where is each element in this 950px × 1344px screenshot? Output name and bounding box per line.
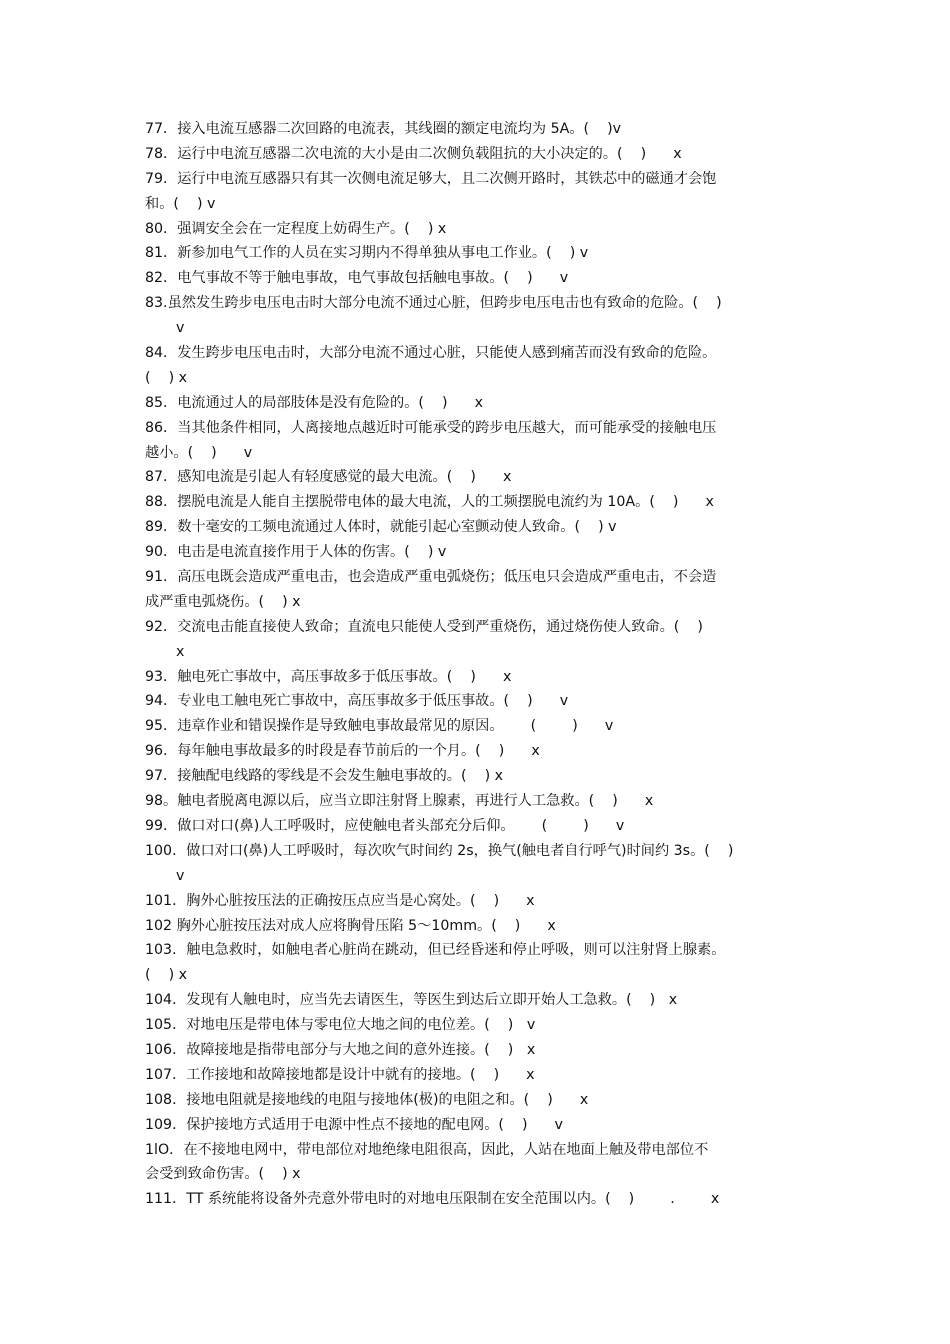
- question-line: 85．电流通过人的局部肢体是没有危险的。( ) x: [145, 394, 483, 411]
- question-line: 98。触电者脱离电源以后，应当立即注射肾上腺素，再进行人工急救。( ) x: [145, 793, 654, 810]
- question-line: 87．感知电流是引起人有轻度感觉的最大电流。( ) x: [145, 469, 512, 486]
- question-line: 97．接触配电线路的零线是不会发生触电事故的。( ) x: [145, 768, 504, 785]
- question-line: 105．对地电压是带电体与零电位大地之间的电位差。( ) v: [145, 1017, 536, 1034]
- question-line: 越小。( ) v: [145, 444, 253, 461]
- question-line-continuation: v: [176, 320, 185, 337]
- question-line: 101．胸外心脏按压法的正确按压点应当是心窝处。( ) x: [145, 892, 535, 909]
- question-line: 104．发现有人触电时，应当先去请医生，等医生到达后立即开始人工急救。( ) x: [145, 992, 678, 1009]
- question-line-continuation: v: [176, 867, 185, 884]
- question-line: 84．发生跨步电压电击时，大部分电流不通过心脏，只能使人感到痛苦而没有致命的危险。: [145, 345, 717, 362]
- question-line: 99．做口对口(鼻)人工呼吸时，应使触电者头部充分后仰。 ( ) v: [145, 817, 625, 834]
- question-line: 92．交流电击能直接使人致命；直流电只能使人受到严重烧伤，通过烧伤使人致命。( ): [145, 618, 703, 635]
- question-line: 109．保护接地方式适用于电源中性点不接地的配电网。( ) v: [145, 1116, 563, 1133]
- question-line: 81．新参加电气工作的人员在实习期内不得单独从事电工作业。( ) v: [145, 245, 589, 262]
- question-line: 103．触电急救时，如触电者心脏尚在跳动，但已经昏迷和停止呼吸，则可以注射肾上腺素。: [145, 942, 726, 959]
- question-line: 111．TT 系统能将设备外壳意外带电时的对地电压限制在安全范围以内。( ) . x: [145, 1191, 720, 1208]
- question-line: 100．做口对口(鼻)人工呼吸时，每次吹气时间约 2s，换气(触电者自行呼气)时间约 3s。( ): [145, 842, 734, 859]
- question-line: 89．数十毫安的工频电流通过人体时，就能引起心室颤动使人致命。( ) v: [145, 519, 617, 536]
- question-line: 1lO．在不接地电网中，带电部位对地绝缘电阻很高，因此，人站在地面上触及带电部位不: [145, 1141, 709, 1158]
- question-line: ( ) x: [145, 967, 188, 984]
- question-line: 82．电气事故不等于触电事故，电气事故包括触电事故。( ) v: [145, 270, 569, 287]
- question-line: 78．运行中电流互感器二次电流的大小是由二次侧负载阻抗的大小决定的。( ) x: [145, 145, 682, 162]
- question-line: 108．接地电阻就是接地线的电阻与接地体(极)的电阻之和。( ) x: [145, 1091, 589, 1108]
- question-line: 77．接入电流互感器二次回路的电流表，其线圈的额定电流均为 5A。( )v: [145, 121, 622, 137]
- question-line: 成严重电弧烧伤。( ) x: [145, 593, 301, 610]
- question-line: ( ) x: [145, 369, 188, 386]
- question-line: 83.虽然发生跨步电压电击时大部分电流不通过心脏，但跨步电压电击也有致命的危险。( ): [145, 295, 722, 312]
- question-line: 会受到致命伤害。( ) x: [145, 1166, 301, 1183]
- question-line: 107．工作接地和故障接地都是设计中就有的接地。( ) x: [145, 1066, 535, 1083]
- question-line: 94．专业电工触电死亡事故中，高压事故多于低压事故。( ) v: [145, 693, 569, 710]
- question-line-continuation: x: [176, 643, 185, 660]
- question-line: 93．触电死亡事故中，高压事故多于低压事故。( ) x: [145, 668, 512, 685]
- question-line: 90．电击是电流直接作用于人体的伤害。( ) v: [145, 544, 447, 561]
- question-line: 79．运行中电流互感器只有其一次侧电流足够大，且二次侧开路时，其铁芯中的磁通才会饱: [145, 170, 717, 187]
- question-line: 88．摆脱电流是人能自主摆脱带电体的最大电流，人的工频摆脱电流约为 10A。( ) x: [145, 494, 714, 511]
- question-line: 和。( ) v: [145, 195, 216, 212]
- question-line: 95．违章作业和错误操作是导致触电事故最常见的原因。 ( ) v: [145, 718, 614, 735]
- question-list: [145, 117, 811, 1212]
- question-line: 96．每年触电事故最多的时段是春节前后的一个月。( ) x: [145, 743, 540, 760]
- question-line: 80．强调安全会在一定程度上妨碍生产。( ) x: [145, 220, 447, 237]
- question-line: 106．故障接地是指带电部分与大地之间的意外连接。( ) x: [145, 1041, 536, 1058]
- question-line: 102 胸外心脏按压法对成人应将胸骨压陷 5～10mm。( ) x: [145, 917, 556, 934]
- question-line: 91．高压电既会造成严重电击，也会造成严重电弧烧伤；低压电只会造成严重电击，不会造: [145, 569, 717, 586]
- question-line: 86．当其他条件相同，人离接地点越近时可能承受的跨步电压越大，而可能承受的接触电压: [145, 419, 717, 436]
